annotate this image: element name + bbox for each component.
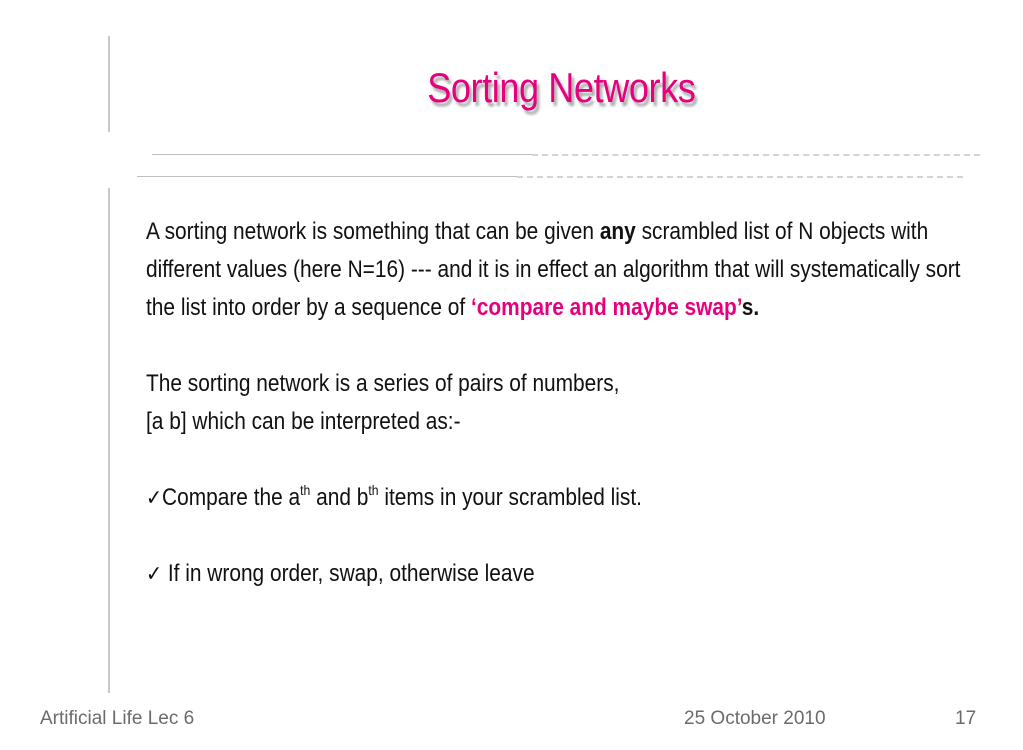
paragraph-pairs-line1: The sorting network is a series of pairs of numbers, [146,370,620,397]
bullet-compare-text2: and b [310,484,369,511]
bullet-compare-text3: items in your scrambled list. [378,484,642,511]
highlight-suffix: s. [741,294,760,321]
decorative-vertical-line-bottom [108,188,110,693]
footer-course: Artificial Life Lec 6 [40,708,195,729]
bullet-swap [146,555,981,593]
paragraph-pairs [146,365,981,441]
footer-date: 25 October 2010 [684,708,826,729]
checkmark-icon: ✓ [146,485,163,510]
bullet-swap-text: If in wrong order, swap, otherwise leave [162,560,535,587]
bullet-compare-text1: Compare the a [162,484,301,511]
slide-body [146,213,981,593]
slide-title: Sorting Networks [427,64,696,111]
bullet-compare [146,479,981,517]
paragraph-definition [146,213,981,327]
paragraph-pairs-line2: [a b] which can be interpreted as:- [146,408,461,435]
highlight-compare-and-maybe-swap: ‘compare and maybe swap’ [470,294,742,321]
superscript-th-a: th [300,482,311,498]
emphasis-any: any [599,218,636,245]
checkmark-icon: ✓ [146,561,163,586]
footer-page-number: 17 [955,708,977,729]
superscript-th-b: th [368,482,379,498]
paragraph-definition-part1: A sorting network is something that can be given [146,218,600,245]
paragraph-definition-part2: scrambled list of N objects with different values (here N=16) --- and it is in effect an algorithm that will systematically sort the list into order by a sequence of [146,218,961,321]
